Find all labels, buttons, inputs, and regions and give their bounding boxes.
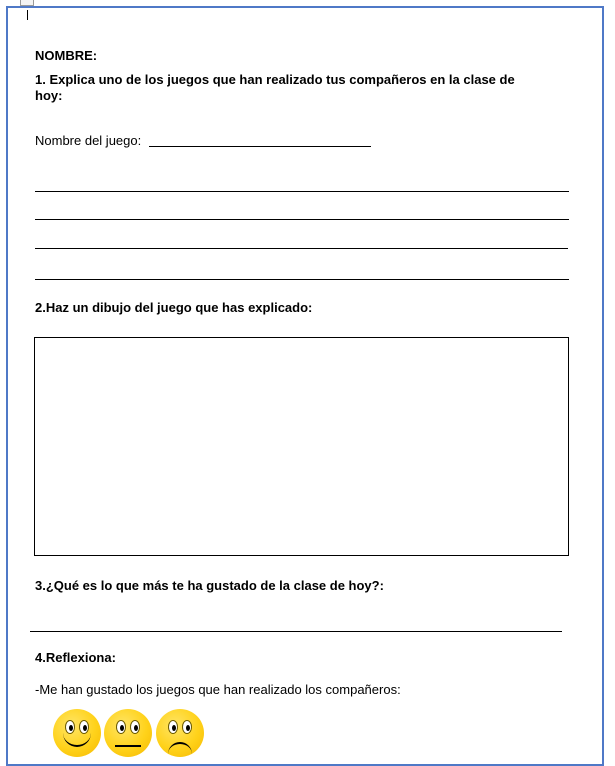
question-4: 4.Reflexiona: <box>35 650 116 665</box>
sad-face-icon[interactable] <box>156 709 204 757</box>
eye-icon <box>130 720 140 734</box>
smile-mouth <box>63 733 91 747</box>
answer-line-3[interactable] <box>35 248 568 249</box>
name-label: NOMBRE: <box>35 48 98 63</box>
neutral-face-icon[interactable] <box>104 709 152 757</box>
text-cursor <box>27 10 28 20</box>
happy-face-icon[interactable] <box>53 709 101 757</box>
eye-icon <box>116 720 126 734</box>
question-3-answer-line[interactable] <box>30 631 562 632</box>
neutral-mouth <box>115 745 141 747</box>
game-name-answer-line[interactable] <box>149 146 371 147</box>
eye-icon <box>79 720 89 734</box>
question-1-line-2: hoy: <box>35 88 63 103</box>
page-corner-marker <box>20 0 34 6</box>
sad-mouth <box>168 742 192 754</box>
question-2: 2.Haz un dibujo del juego que has explicado: <box>35 300 313 315</box>
eye-icon <box>182 720 192 734</box>
reflection-statement: -Me han gustado los juegos que han realizado los compañeros: <box>35 682 401 697</box>
answer-line-1[interactable] <box>35 191 569 192</box>
eye-icon <box>65 720 75 734</box>
game-name-label: Nombre del juego: <box>35 133 142 148</box>
drawing-box[interactable] <box>34 337 569 556</box>
eye-icon <box>168 720 178 734</box>
answer-line-4[interactable] <box>35 279 569 280</box>
answer-line-2[interactable] <box>35 219 569 220</box>
question-3: 3.¿Qué es lo que más te ha gustado de la clase de hoy?: <box>35 578 384 593</box>
question-1-line-1: 1. Explica uno de los juegos que han realizado tus compañeros en la clase de <box>35 72 515 87</box>
